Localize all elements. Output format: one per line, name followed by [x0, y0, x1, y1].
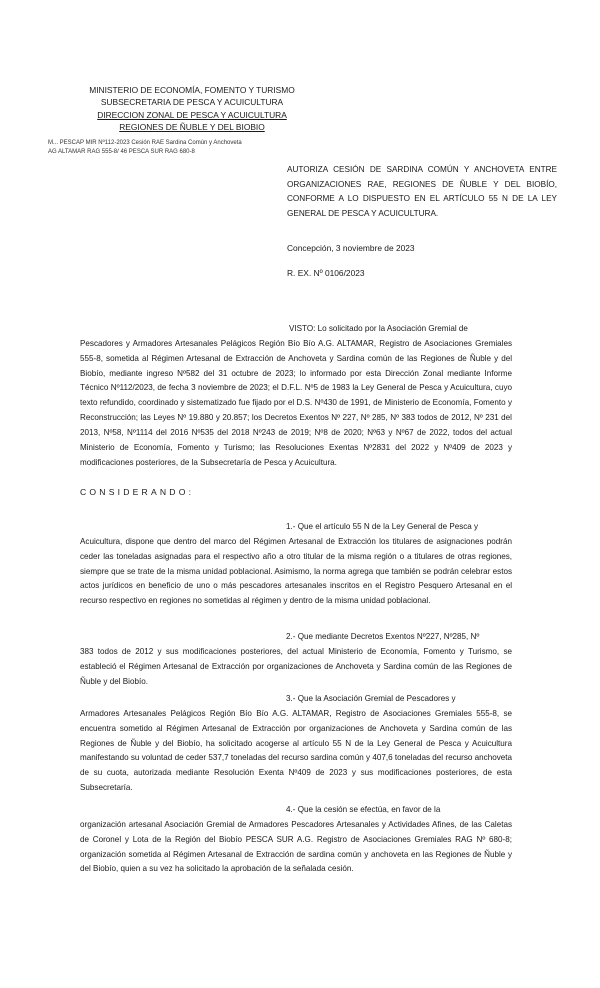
reference-line-1: M... PESCAP MIR Nº112-2023 Cesión RAE Sardina Común y Anchoveta [48, 140, 242, 146]
paragraph-2-text: 383 todos de 2012 y sus modificaciones posteriores, del actual Ministerio de Economía, Fomento y Turismo, se estableció el Régimen Artesanal de Extracción por organizaciones de Anchoveta y Sardina común de las Regiones de Ñuble y del Biobío. [80, 646, 512, 686]
visto-lead: VISTO: Lo solicitado por la Asociación Gremial de [289, 324, 468, 333]
paragraph-3-lead: 3.- Que la Asociación Gremial de Pescadores y [286, 694, 456, 703]
paragraph-2-lead: 2.- Que mediante Decretos Exentos Nº227, Nº285, Nº [286, 632, 480, 641]
resolution-number: R. EX. Nº 0106/2023 [287, 268, 365, 278]
paragraph-4-text: organización artesanal Asociación Gremial de Armadores Pescadores Artesanales y Actividades Afines, de las Caletas de Coronel y Lota de la Región del Biobío PESCA SUR A.G. Registro de Asociaciones Gremiales RAG Nº 680-8; organización sometida al Régimen Artesanal de Extracción de sardina común y anchoveta en las Regiones de Ñuble y del Biobío, quien a su vez ha solicitado la aprobación de la señalada cesión. [80, 819, 512, 874]
undersecretariat-name: SUBSECRETARIA DE PESCA Y ACUICULTURA [100, 97, 284, 108]
paragraph-1-text: Acuicultura, dispone que dentro del marco del Régimen Artesanal de Extracción los titulares de asignaciones podrán ceder las toneladas asignadas para el respectivo año a otro titular de la misma región o a titulares de otras regiones, siempre que se trate de la misma unidad poblacional. Asimismo, la norma agrega que también se podrán celebrar estos actos jurídicos en beneficio de uno o más pescadores artesanales inscritos en el Registro Pesquero Artesanal en el recurso respectivo en regiones no sometidas al régimen y dentro de la misma unidad poblacional. [80, 536, 512, 606]
paragraph-4-lead: 4.- Que la cesión se efectúa, en favor de la [286, 805, 441, 814]
reference-line-2: AG ALTAMAR RAG 555-8/ 46 PESCA SUR RAG 680-8 [48, 149, 195, 155]
considerando-paragraph-2 [80, 630, 512, 689]
considerando-paragraph-3 [80, 692, 512, 796]
paragraph-3-text: Armadores Artesanales Pelágicos Región Bío Bío A.G. ALTAMAR, Registro de Asociaciones Gremiales 555-8, se encuentra sometido al Régimen Artesanal de Extracción por organizaciones de Anchoveta y Sardina común de las Regiones de Ñuble y del Biobío, ha solicitado acogerse al artículo 55 N de la Ley General de Pesca y Acuicultura manifestando su voluntad de ceder 537,7 toneladas del recurso sardina común y 407,6 toneladas del recurso anchoveta de su cuota, autorizada mediante Resolución Exenta Nº409 de 2023 y sus modificaciones posteriores, de esta Subsecretaría. [80, 708, 512, 793]
paragraph-1-lead: 1.- Que el artículo 55 N de la Ley General de Pesca y [286, 522, 479, 531]
visto-text: Pescadores y Armadores Artesanales Pelágicos Región Bío Bío A.G. ALTAMAR, Registro de Asociaciones Gremiales 555-8, sometida al Régimen Artesanal de Extracción de Anchoveta y Sardina común de las Regiones de Ñuble y del Biobío, mediante ingreso Nº582 del 31 octubre de 2023; lo informado por esta Dirección Zonal mediante Informe Técnico Nº112/2023, de fecha 3 noviembre de 2023; el D.F.L. Nº5 de 1983 la Ley General de Pesca y Acuicultura, cuyo texto refundido, coordinado y sistematizado fue fijado por el D.S. Nº430 de 1991, de Ministerio de Economía, Fomento y Reconstrucción; las Leyes Nº 19.880 y 20.857; los Decretos Exentos Nº 227, Nº 285, Nº 383 todos de 2012, Nº 231 del 2013, Nº58, Nº1114 del 2016 Nº535 del 2018 Nº243 de 2019; Nº8 de 2020; Nº63 y Nº67 de 2022, todos del actual Ministerio de Economía, Fomento y Turismo; las Resoluciones Exentas Nº2831 del 2022 y Nº409 de 2023 y modificaciones posteriores, de la Subsecretaría de Pesca y Acuicultura. [80, 338, 512, 467]
considerando-paragraph-1 [80, 520, 512, 609]
letterhead [72, 84, 312, 134]
regions-name: REGIONES DE ÑUBLE Y DEL BIOBIO [119, 122, 265, 133]
resolution-subject: AUTORIZA CESIÓN DE SARDINA COMÚN Y ANCHOVETA ENTRE ORGANIZACIONES RAE, REGIONES DE ÑUBLE Y DEL BIOBÍO, CONFORME A LO DISPUESTO EN EL ARTÍCULO 55 N DE LA LEY GENERAL DE PESCA Y ACUICULTURA. [287, 165, 557, 218]
date-line: Concepción, 3 noviembre de 2023 [287, 243, 415, 253]
zonal-direction-name: DIRECCION ZONAL DE PESCA Y ACUICULTURA [97, 109, 287, 120]
considerando-heading: CONSIDERANDO: [80, 487, 195, 497]
visto-paragraph [80, 322, 512, 470]
ministry-name: MINISTERIO DE ECONOMÍA, FOMENTO Y TURISMO [89, 85, 295, 95]
considerando-paragraph-4 [80, 803, 512, 877]
reference-code [48, 139, 348, 157]
